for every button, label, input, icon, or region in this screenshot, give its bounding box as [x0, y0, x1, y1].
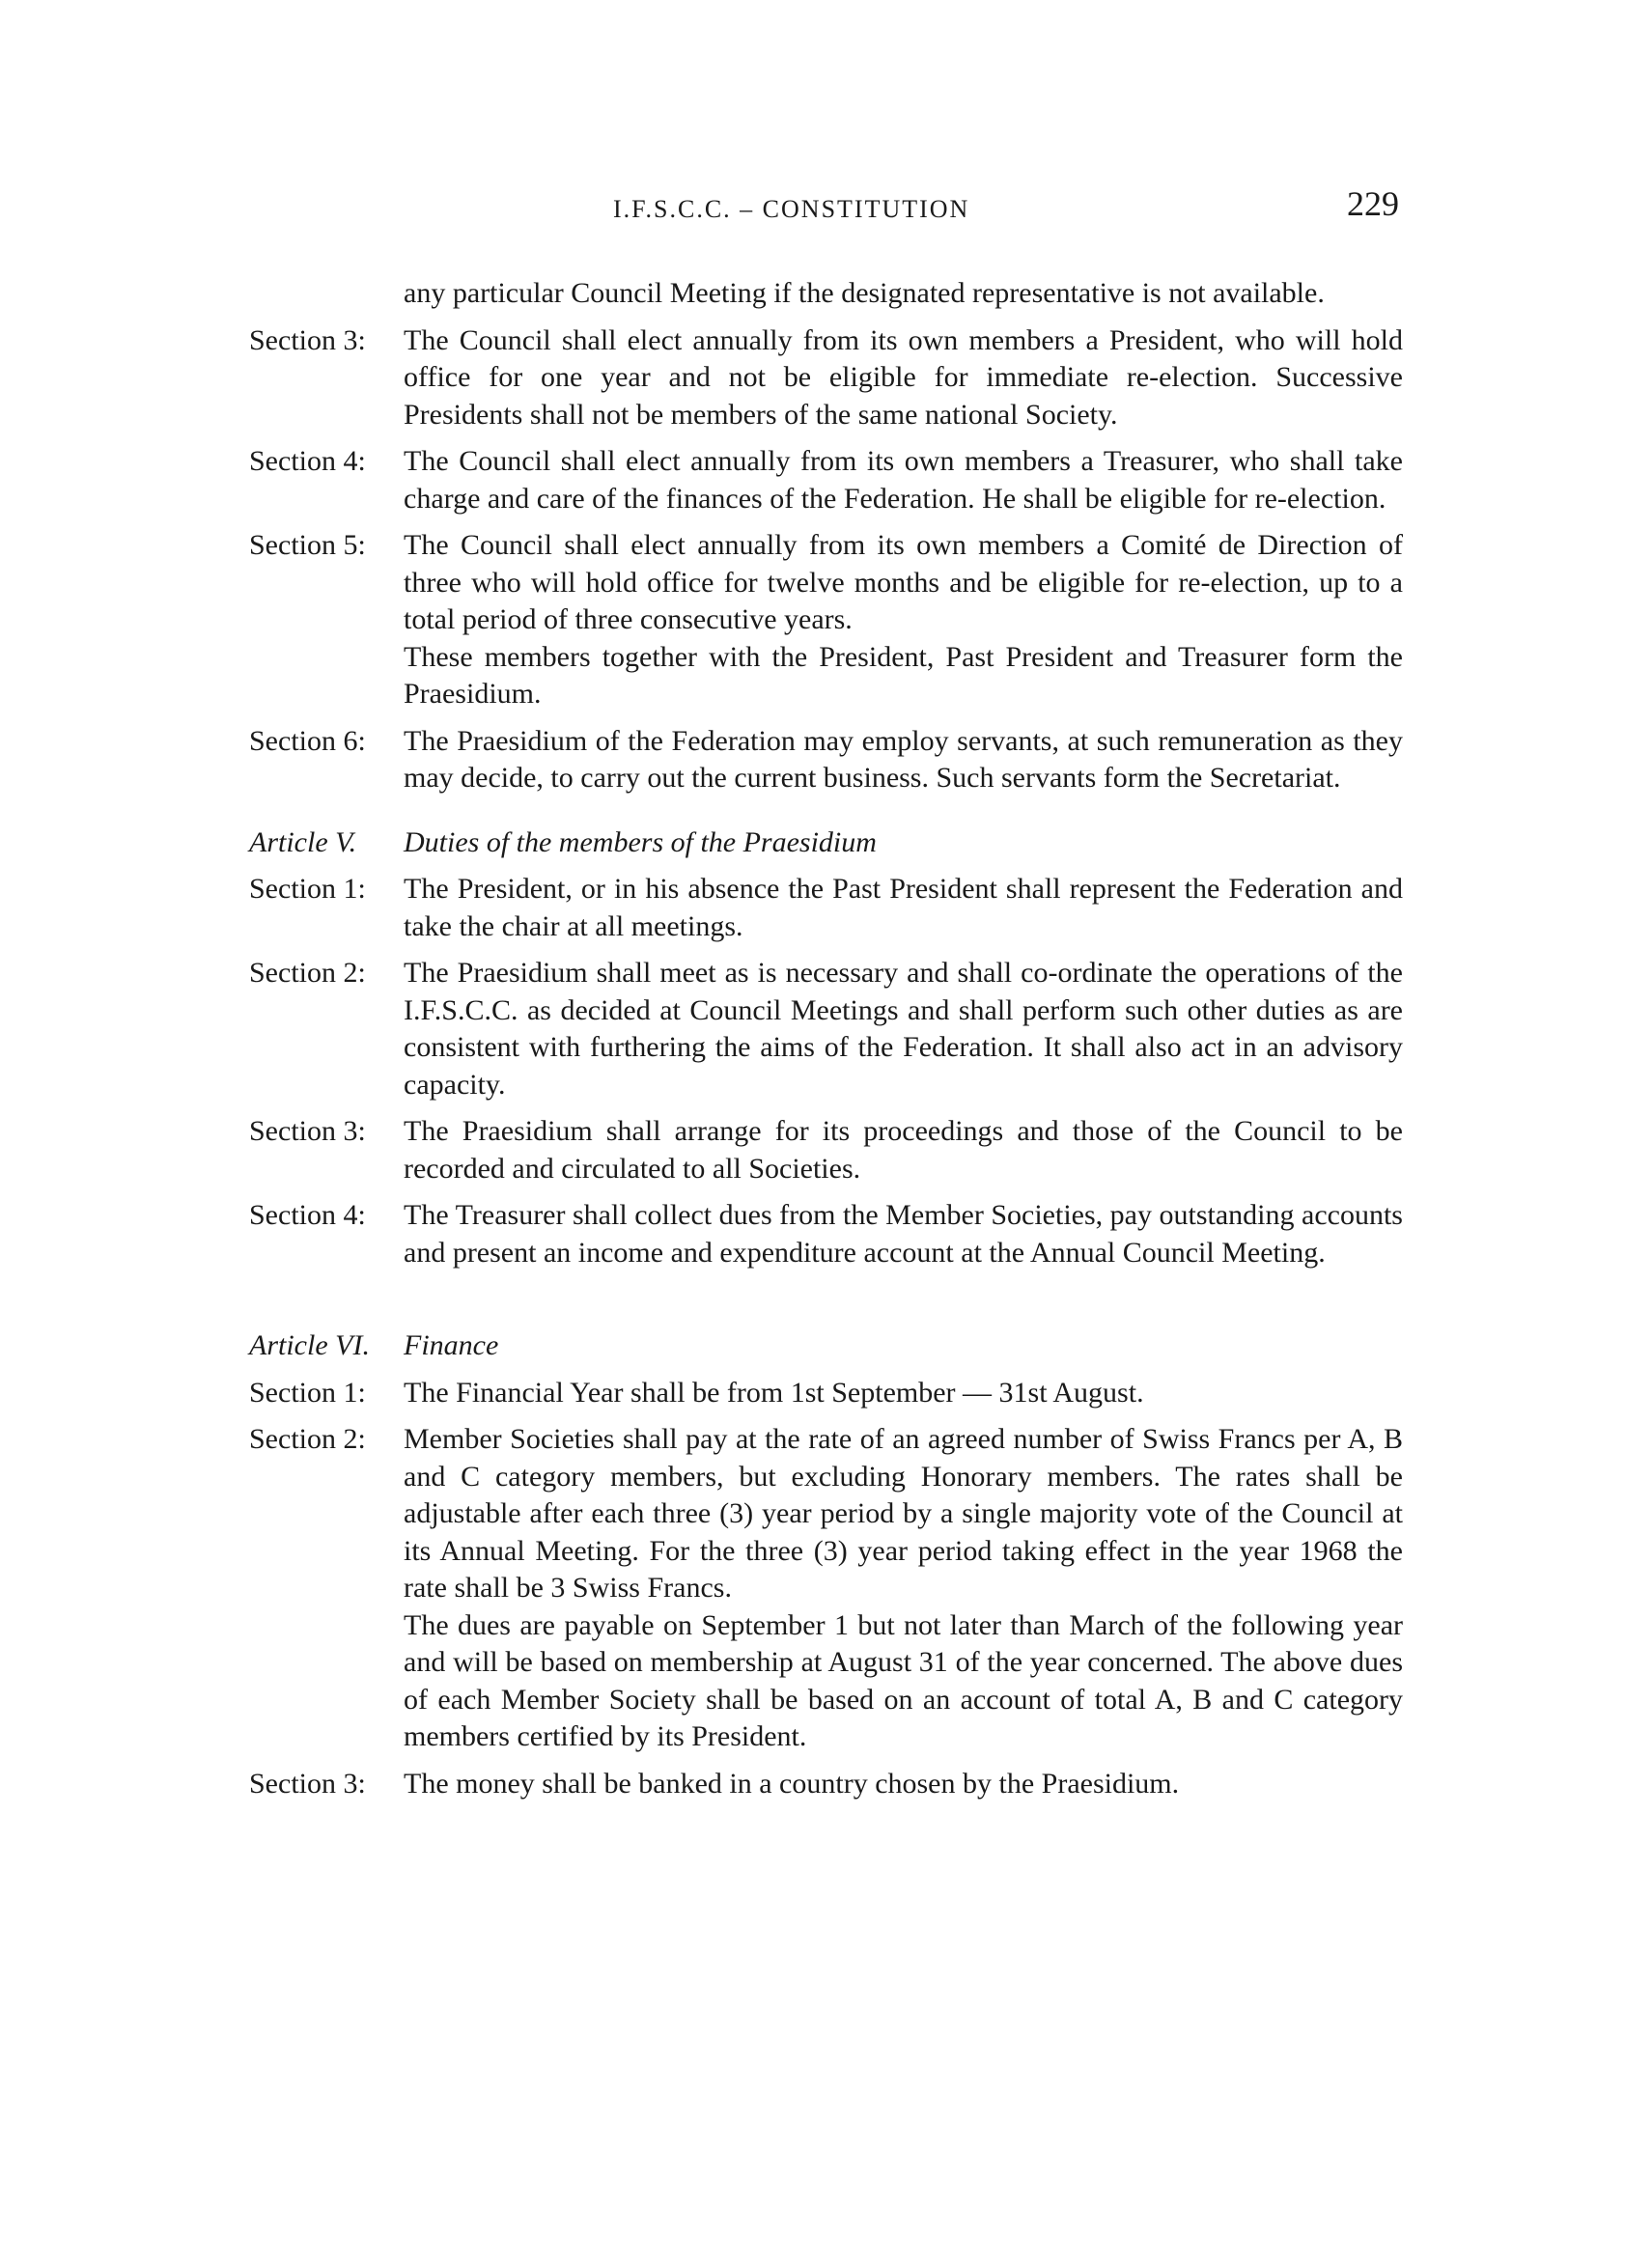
article5-section-2 — [249, 955, 1403, 1103]
article5-section-4 — [249, 1197, 1403, 1271]
section-text: The Treasurer shall collect dues from the Member Societies, pay outstanding accounts and present an income and expenditure account at the Annual Council Meeting. — [404, 1199, 1403, 1269]
section-text: The Financial Year shall be from 1st September — 31st August. — [404, 1376, 1144, 1409]
section-label: Section 2: — [249, 1423, 366, 1455]
section-text: The money shall be banked in a country chosen by the Praesidium. — [404, 1767, 1180, 1800]
article-label: Article VI. — [249, 1329, 370, 1361]
article5-section-3 — [249, 1113, 1403, 1187]
article-title: Finance — [404, 1329, 499, 1361]
section-label: Section 6: — [249, 724, 366, 757]
section-text: The President, or in his absence the Past President shall represent the Federation and take the chair at all meetings. — [404, 873, 1403, 942]
article4-section-5 — [249, 527, 1403, 713]
article4-section-6 — [249, 723, 1403, 797]
section-text: These members together with the President, Past President and Treasurer form the Praesidium. — [404, 640, 1403, 710]
section-text: The Council shall elect annually from its own members a President, who will hold office for one year and not be eligible for immediate re-election. Successive Presidents shall not be members of the same national Society. — [404, 323, 1403, 431]
article5-section-1 — [249, 871, 1403, 945]
article5-heading — [249, 824, 1403, 862]
section-text: Member Societies shall pay at the rate of an agreed number of Swiss Francs per A, B and C category members, but excluding Honorary members. The rates shall be adjustable after each three (3) year period by a single majority vote of the Council at its Annual Meeting. For the three (3) year period taking effect in the year 1968 the rate shall be 3 Swiss Francs. — [404, 1423, 1403, 1604]
page-header — [0, 183, 1652, 232]
article-label: Article V. — [249, 825, 357, 858]
section-label: Section 4: — [249, 445, 366, 477]
section-text: The Council shall elect annually from its own members a Comité de Direction of three who will hold office for twelve months and be eligible for re-election, up to a total period of three consecutive years. — [404, 529, 1403, 635]
section-label: Section 3: — [249, 1115, 366, 1147]
article6-section-3 — [249, 1766, 1403, 1803]
article4-section-3 — [249, 322, 1403, 434]
section-label: Section 5: — [249, 529, 366, 561]
running-title: I.F.S.C.C. – CONSTITUTION — [613, 195, 970, 223]
continuation-paragraph: any particular Council Meeting if the designated representative is not available. — [404, 277, 1325, 309]
article4-section-4 — [249, 443, 1403, 517]
article6-section-1 — [249, 1375, 1403, 1412]
section-label: Section 3: — [249, 1767, 366, 1800]
section-text: The Praesidium of the Federation may employ servants, at such remuneration as they may decide, to carry out the current business. Such servants form the Secretariat. — [404, 724, 1403, 794]
section-label: Section 4: — [249, 1199, 366, 1231]
section-label: Section 1: — [249, 1376, 366, 1409]
section-text: The Praesidium shall meet as is necessary and shall co-ordinate the operations of the I.F.S.C.C. as decided at Council Meetings and shall perform such other duties as are consistent with furthering the aims of the Federation. It shall also act in an advisory capacity. — [404, 957, 1403, 1101]
section-label: Section 1: — [249, 873, 366, 905]
article-title: Duties of the members of the Praesidium — [404, 825, 877, 858]
section-text: The dues are payable on September 1 but not later than March of the following year and will be based on membership at August 31 of the year concerned. The above dues of each Member Society shall be based on an account of total A, B and C category members certified by its President. — [404, 1608, 1403, 1752]
article6-section-2 — [249, 1421, 1403, 1756]
document-body — [249, 275, 1403, 1812]
article6-heading — [249, 1327, 1403, 1365]
section-text: The Council shall elect annually from its own members a Treasurer, who shall take charge and care of the finances of the Federation. He shall be eligible for re-election. — [404, 445, 1403, 515]
page-number: 229 — [1347, 184, 1399, 223]
section-label: Section 3: — [249, 323, 366, 356]
section-text: The Praesidium shall arrange for its proceedings and those of the Council to be recorded and circulated to all Societies. — [404, 1115, 1403, 1185]
section-label: Section 2: — [249, 957, 366, 989]
